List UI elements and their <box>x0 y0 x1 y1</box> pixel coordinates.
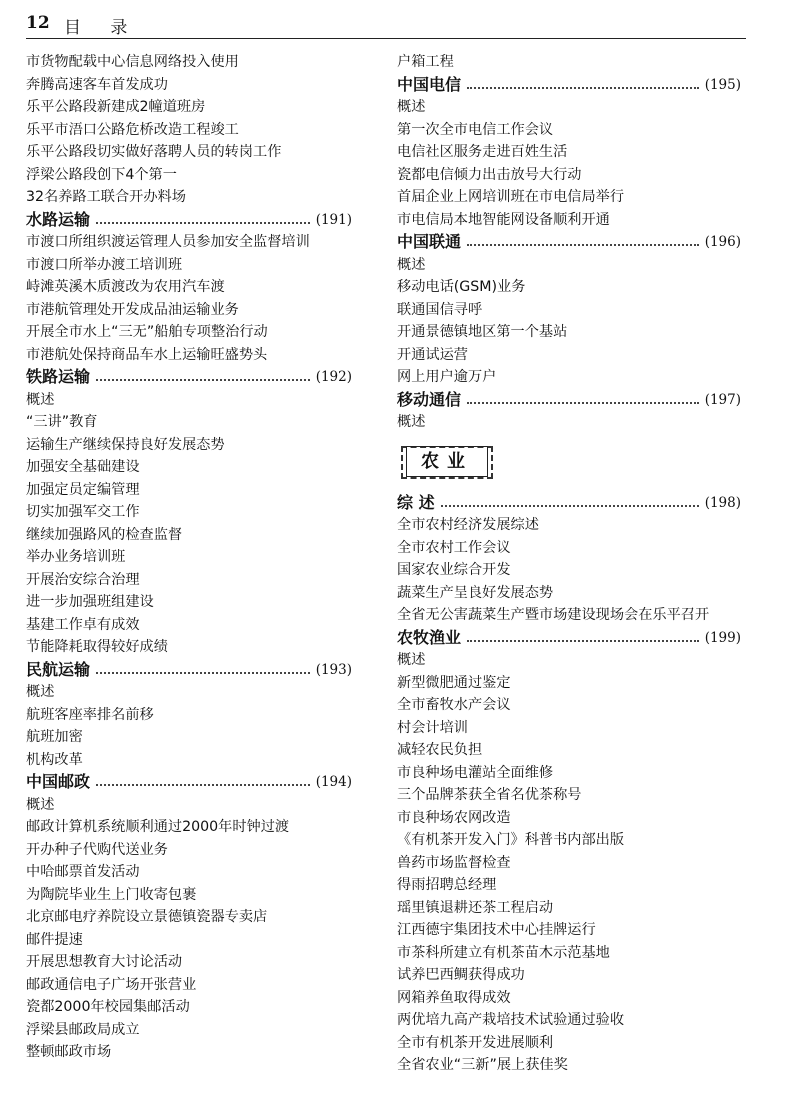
section-title: 水路运输 <box>26 209 91 229</box>
toc-section-heading <box>26 209 352 232</box>
section-title: 移动通信 <box>397 389 462 409</box>
toc-entry: 为陶院毕业生上门收寄包裹 <box>26 886 197 903</box>
toc-entry: 概述 <box>397 652 426 668</box>
toc-entry: 网上用户逾万户 <box>397 369 497 385</box>
dot-leader <box>96 222 310 224</box>
toc-entry: 市港航管理处开发成品油运输业务 <box>26 301 239 318</box>
toc-entry: 机构改革 <box>26 751 83 768</box>
section-page-number: (194) <box>315 774 352 790</box>
toc-entry: 移动电话(GSM)业务 <box>397 279 526 295</box>
toc-entry: 加强安全基础建设 <box>26 459 140 475</box>
toc-section-heading <box>26 771 352 794</box>
toc-entry: 市港航处保持商品车水上运输旺盛势头 <box>26 346 268 363</box>
toc-entry: 《有机茶开发入门》科普书内部出版 <box>397 832 625 848</box>
toc-entry: “三讲”教育 <box>26 414 98 430</box>
toc-entry: 市良种场农网改造 <box>397 809 511 826</box>
toc-entry: 乐平市浯口公路危桥改造工程竣工 <box>26 121 239 138</box>
toc-entry: 继续加强路风的检查监督 <box>26 526 183 543</box>
toc-entry: 开展治安综合治理 <box>26 571 140 588</box>
toc-entry: 邮政计算机系统顺利通过2000年时钟过渡 <box>26 819 290 835</box>
toc-entry: 概述 <box>397 256 426 273</box>
toc-entry: 邮政通信电子广场开张营业 <box>26 976 197 993</box>
toc-entry: 得雨招聘总经理 <box>397 877 497 893</box>
toc-entry: 浮梁公路段创下4个第一 <box>26 166 177 183</box>
chapter-heading-title: 农业 <box>406 446 488 477</box>
toc-section-heading <box>397 389 741 412</box>
running-title: 目 录 <box>64 18 140 38</box>
section-title: 中国电信 <box>397 74 462 94</box>
section-title: 民航运输 <box>26 659 91 679</box>
toc-entry: 举办业务培训班 <box>26 549 126 565</box>
dot-leader <box>96 784 310 786</box>
toc-left-column <box>26 51 352 1064</box>
toc-entry: 电信社区服务走进百姓生活 <box>397 144 568 160</box>
toc-entry: 瓷都电信倾力出击放号大行动 <box>397 166 582 183</box>
toc-entry: 浮梁县邮政局成立 <box>26 1021 140 1038</box>
toc-section-heading <box>397 492 741 515</box>
toc-entry: 网箱养鱼取得成效 <box>397 989 511 1006</box>
dot-leader <box>467 640 699 642</box>
toc-entry: 运输生产继续保持良好发展态势 <box>26 436 225 453</box>
toc-entry: 开通试运营 <box>397 346 468 363</box>
section-page-number: (196) <box>704 234 741 250</box>
toc-entry: 进一步加强班组建设 <box>26 594 154 610</box>
section-page-number: (197) <box>704 391 741 408</box>
page-header <box>26 8 746 39</box>
toc-entry: 航班加密 <box>26 729 83 745</box>
toc-entry: 新型微肥通过鉴定 <box>397 674 511 691</box>
toc-entry: 开展全市水上“三无”船舶专项整治行动 <box>26 324 268 340</box>
toc-entry: 减轻农民负担 <box>397 742 483 758</box>
toc-section-heading <box>397 627 741 650</box>
toc-entry: 概述 <box>397 414 426 430</box>
toc-entry: 概述 <box>26 684 55 700</box>
toc-entry: 村会计培训 <box>397 719 468 736</box>
toc-entry: 开通景德镇地区第一个基站 <box>397 324 568 340</box>
section-title: 铁路运输 <box>26 367 91 386</box>
toc-entry: 第一次全市电信工作会议 <box>397 121 554 138</box>
toc-entry: 航班客座率排名前移 <box>26 706 154 723</box>
toc-section-heading <box>26 366 352 389</box>
toc-entry: 概述 <box>26 796 55 813</box>
toc-entry: 中哈邮票首发活动 <box>26 864 140 880</box>
toc-entry: 市货物配载中心信息网络投入使用 <box>26 54 239 70</box>
toc-section-heading <box>26 659 352 682</box>
toc-entry: 节能降耗取得较好成绩 <box>26 639 168 655</box>
toc-entry: 开办种子代购代送业务 <box>26 841 168 858</box>
toc-entry: 整顿邮政市场 <box>26 1044 112 1060</box>
toc-entry: 户箱工程 <box>397 54 454 70</box>
toc-entry: 概述 <box>397 99 426 115</box>
toc-entry: 加强定员定编管理 <box>26 481 140 498</box>
toc-entry: 国家农业综合开发 <box>397 562 511 578</box>
toc-entry: 全省农业“三新”展上获佳奖 <box>397 1057 568 1073</box>
section-title: 农牧渔业 <box>397 627 462 647</box>
toc-section-heading <box>397 74 741 97</box>
toc-entry: 联通国信寻呼 <box>397 301 483 318</box>
section-page-number: (192) <box>315 369 352 385</box>
toc-entry: 江西德宇集团技术中心挂牌运行 <box>397 922 596 938</box>
toc-entry: 市电信局本地智能网设备顺利开通 <box>397 211 610 228</box>
toc-entry: 邮件提速 <box>26 931 83 948</box>
toc-entry: 瑶里镇退耕还茶工程启动 <box>397 899 554 916</box>
dot-leader <box>441 505 699 507</box>
toc-entry: 首届企业上网培训班在市电信局举行 <box>397 189 625 205</box>
dot-leader <box>96 379 310 381</box>
toc-entry: 切实加强军交工作 <box>26 504 140 520</box>
toc-entry: 全省无公害蔬菜生产暨市场建设现场会在乐平召开 <box>397 607 710 623</box>
toc-entry: 市良种场电灌站全面维修 <box>397 764 554 781</box>
toc-entry: 全市农村经济发展综述 <box>397 517 539 533</box>
dot-leader <box>467 87 699 89</box>
toc-entry: 试养巴西鲷获得成功 <box>397 967 525 983</box>
toc-entry: 市渡口所组织渡运管理人员参加安全监督培训 <box>26 234 310 250</box>
section-page-number: (193) <box>315 661 352 678</box>
page-number: 12 <box>26 13 50 33</box>
toc-entry: 乐平公路段切实做好落聘人员的转岗工作 <box>26 144 282 160</box>
toc-entry: 奔腾高速客车首发成功 <box>26 76 168 93</box>
toc-entry: 峙滩英溪木质渡改为农用汽车渡 <box>26 279 225 295</box>
toc-entry: 市茶科所建立有机茶苗木示范基地 <box>397 944 610 961</box>
toc-entry: 全市农村工作会议 <box>397 539 511 556</box>
chapter-heading-frame <box>401 446 493 480</box>
toc-entry: 三个品牌茶获全省名优茶称号 <box>397 787 582 803</box>
toc-entry: 全市畜牧水产会议 <box>397 697 511 713</box>
section-title: 综 述 <box>397 492 435 512</box>
toc-entry: 北京邮电疗养院设立景德镇瓷器专卖店 <box>26 909 268 925</box>
section-page-number: (195) <box>704 76 741 93</box>
toc-entry: 基建工作卓有成效 <box>26 616 140 633</box>
toc-entry: 开展思想教育大讨论活动 <box>26 954 183 970</box>
toc-entry: 瓷都2000年校园集邮活动 <box>26 999 190 1015</box>
section-page-number: (199) <box>704 629 741 646</box>
toc-entry: 概述 <box>26 391 55 408</box>
section-title: 中国联通 <box>397 232 462 251</box>
dot-leader <box>96 672 310 674</box>
toc-entry: 蔬菜生产呈良好发展态势 <box>397 584 554 601</box>
toc-section-heading <box>397 231 741 254</box>
section-page-number: (198) <box>704 494 741 511</box>
toc-entry: 32名养路工联合开办料场 <box>26 189 186 205</box>
toc-entry: 兽药市场监督检查 <box>397 854 511 871</box>
chapter-heading <box>397 434 741 492</box>
section-title: 中国邮政 <box>26 772 91 791</box>
toc-entry: 全市有机茶开发进展顺利 <box>397 1034 554 1051</box>
section-page-number: (191) <box>315 211 352 228</box>
toc-entry: 两优培九高产栽培技术试验通过验收 <box>397 1012 625 1028</box>
toc-entry: 乐平公路段新建成2幢道班房 <box>26 99 206 115</box>
dot-leader <box>467 402 699 404</box>
toc-entry: 市渡口所举办渡工培训班 <box>26 256 183 273</box>
dot-leader <box>467 244 699 246</box>
toc-right-column <box>397 51 741 1077</box>
